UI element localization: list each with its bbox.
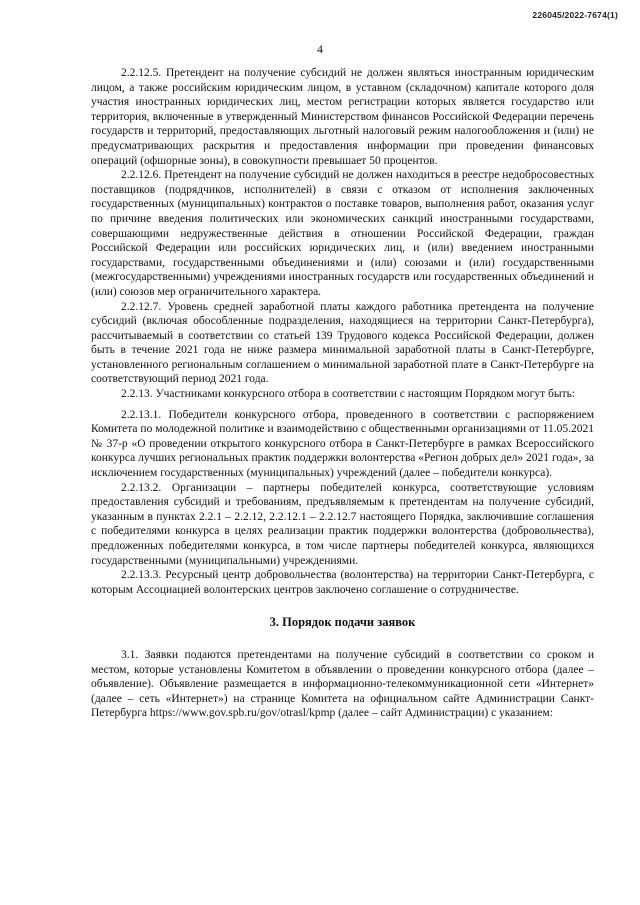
paragraph-2-2-12-6: 2.2.12.6. Претендент на получение субсидий не должен находиться в реестре недобросовестных поставщиков (подрядчиков, исполнителей) в связи с отказом от исполнения заключенных государственных (муниципальных) контрактов о поставке товаров, выполнения работ, оказания услуг по причине введения политических или экономических санкций иностранными государствами, совершающими недружественные действия в отношении Российской Федерации, граждан Российской Федерации или российских юридических лиц, и (или) введением иностранными государствами, государственными объединениями и (или) союзами и (или) государственными (межгосударственными) учреждениями иностранных государств или государственных объединений и (или) союзов мер ограничительного характера. bbox=[91, 169, 594, 298]
page-number: 4 bbox=[317, 42, 323, 56]
paragraph-2-2-13-3: 2.2.13.3. Ресурсный центр добровольчества (волонтерства) на территории Санкт-Петербурга, с которым Ассоциацией волонтерских центров заключено соглашение о сотрудничестве. bbox=[91, 569, 594, 596]
paragraph-2-2-12-5: 2.2.12.5. Претендент на получение субсидий не должен являться иностранным юридическим лицом, а также российским юридическим лицом, в уставном (складочном) капитале которого доля участия иностранных юридических лиц, местом регистрации которых является государство или территория, включенные в утвержденный Министерством финансов Российской Федерации перечень государств и территорий, предоставляющих льготный налоговый режим налогообложения и (или) не предусматривающих раскрытия и предоставления информации при проведении финансовых операций (офшорные зоны), в совокупности превышает 50 процентов. bbox=[91, 67, 594, 167]
paragraph-2-2-12-7: 2.2.12.7. Уровень средней заработной платы каждого работника претендента на получение субсидий (включая обособленные подразделения, находящиеся на территории Санкт-Петербурга), рассчитываемый в соответствии со статьей 139 Трудового кодекса Российской Федерации, должен быть в течение 2021 года не ниже размера минимальной заработной платы в Санкт-Петербурге, установленного региональным соглашением о минимальной заработной плате в Санкт-Петербурге на соответствующий период 2021 года. bbox=[91, 300, 594, 386]
document-body bbox=[91, 66, 594, 721]
paragraph-2-2-13-2: 2.2.13.2. Организации – партнеры победителей конкурса, соответствующие условиям предоставления субсидий и требованиям, предъявляемым к претендентам на получение субсидий, указанным в пунктах 2.2.1 – 2.2.12, 2.2.12.1 – 2.2.12.7 настоящего Порядка, заключившие соглашения с победителями конкурса в целях реализации практик поддержки волонтерства (добровольчества), предложенных победителями конкурса, в том числе партнеры победителей конкурса, являющихся государственными (муниципальными) учреждениями. bbox=[91, 481, 594, 567]
paragraph-3-1: 3.1. Заявки подаются претендентами на получение субсидий в соответствии со сроком и местом, которые установлены Комитетом в объявлении о проведении конкурсного отбора (далее – объявление). Объявление размещается в информационно-телекоммуникационной сети «Интернет» (далее – сеть «Интернет») на странице Комитета на официальном сайте Администрации Санкт-Петербурга https://www.gov.spb.ru/gov/otrasl/kpmp (далее – сайт Администрации) с указанием: bbox=[91, 648, 594, 720]
paragraph-2-2-13-1: 2.2.13.1. Победители конкурсного отбора, проведенного в соответствии с распоряжением Комитета по молодежной политике и взаимодействию с общественными организациями от 11.05.2021 № 37-р «О проведении открытого конкурсного отбора в Санкт-Петербурге в рамках Всероссийского конкурса лучших региональных практик поддержки волонтерства «Регион добрых дел» 2021 года», за исключением государственных (муниципальных) учреждений (далее – победители конкурса). bbox=[91, 408, 594, 480]
paragraph-2-2-13: 2.2.13. Участниками конкурсного отбора в соответствии с настоящим Порядком могут быть: bbox=[121, 388, 576, 401]
section-heading: 3. Порядок подачи заявок bbox=[269, 615, 416, 630]
document-id: 226045/2022-7674(1) bbox=[532, 10, 618, 20]
